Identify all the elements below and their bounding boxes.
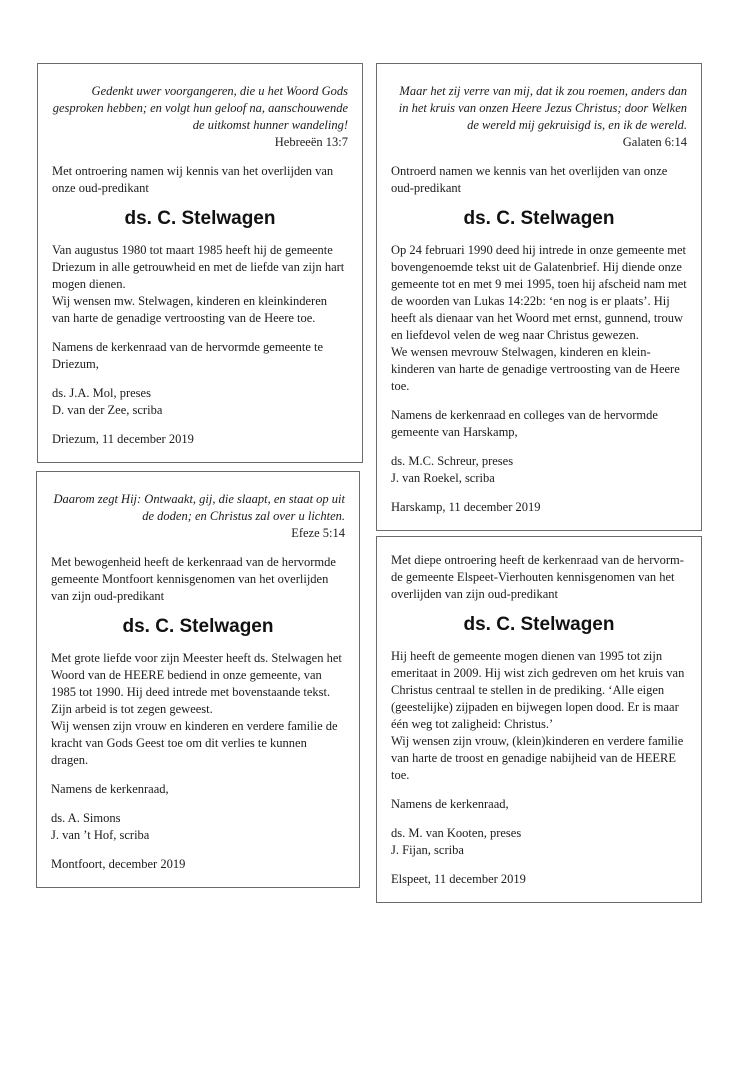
scripture-quote: Maar het zij verre van mij, dat ik zou roemen, anders dan in het kruis van onzen Heere Jezus Christus; door Welken de wereld mij gekruisigd is, en ik de wereld.	[398, 84, 687, 132]
signatory-line: ds. M. van Kooten, preses	[391, 826, 522, 840]
deceased-name: ds. C. Stelwagen	[463, 208, 615, 229]
signatory-line: J. Fijan, scriba	[391, 843, 464, 857]
dateline: Elspeet, 11 december 2019	[391, 872, 526, 886]
body-line: We wensen mevrouw Stelwagen, kinderen en kleinkinderen van harte de genadige vertroosting van de Heere toe.	[391, 345, 680, 393]
body-line: Zijn arbeid is tot zegen geweest.	[51, 702, 213, 716]
deceased-name: ds. C. Stelwagen	[122, 616, 274, 637]
body-line: Wij wensen zijn vrouw, (klein)kinderen en verdere familie van harte de troost en genadige nabijheid van de HEERE toe.	[391, 734, 684, 782]
signatory-line: ds. A. Simons	[51, 811, 121, 825]
signatory-line: J. van Roekel, scriba	[391, 471, 495, 485]
memorial-notice-montfoort	[36, 471, 360, 888]
scripture-quote: Daarom zegt Hij: Ontwaakt, gij, die slaapt, en staat op uit de doden; en Christus zal over u lichten.	[53, 492, 345, 523]
scripture-reference: Hebreeën 13:7	[274, 135, 348, 149]
closing-text: Namens de kerkenraad,	[391, 797, 509, 811]
body-line: Met grote liefde voor zijn Meester heeft ds. Stelwagen het Woord van de HEERE bediend in onze gemeente, van 1985 tot 1990. Hij deed intrede met bovenstaande tekst.	[51, 651, 342, 699]
body-text	[391, 242, 687, 395]
body-text	[51, 650, 345, 769]
dateline: Driezum, 11 december 2019	[52, 432, 194, 446]
dateline: Montfoort, december 2019	[51, 857, 186, 871]
signatory-line: ds. M.C. Schreur, preses	[391, 454, 514, 468]
dateline: Harskamp, 11 december 2019	[391, 500, 541, 514]
signatories	[52, 385, 348, 419]
body-text	[391, 648, 687, 784]
body-line: Van augustus 1980 tot maart 1985 heeft hij de gemeente Driezum in alle getrouwheid en met de liefde van zijn hart mogen dienen.	[52, 243, 345, 291]
signatory-line: J. van ’t Hof, scriba	[51, 828, 150, 842]
deceased-name: ds. C. Stelwagen	[463, 614, 615, 635]
closing-text: Namens de kerkenraad en colleges van de hervormde gemeente van Harskamp,	[391, 408, 658, 439]
closing-text: Namens de kerkenraad van de hervormde gemeente te Driezum,	[52, 340, 324, 371]
signatories	[51, 810, 345, 844]
body-line: Hij heeft de gemeente mogen dienen van 1995 tot zijn emeritaat in 2009. Hij wist zich gedreven om het kruis van Christus centraal te stellen in de prediking. ‘Alle eigen (geestelijke) zijpaden en bijwegen lopen dood. Er is maar één weg tot zaligheid: Christus.’	[391, 649, 685, 731]
body-text	[52, 242, 348, 327]
scripture-quote: Gedenkt uwer voorgangeren, die u het Woord Gods gesproken hebben; en volgt hun geloof na, aanschouwende de uitkomst hunner wandeling!	[52, 84, 348, 132]
scripture-reference: Efeze 5:14	[291, 526, 345, 540]
signatory-line: D. van der Zee, scriba	[52, 403, 163, 417]
body-line: Wij wensen mw. Stelwagen, kinderen en kleinkinderen van harte de genadige vertroosting van de Heere toe.	[52, 294, 327, 325]
memorial-notice-driezum	[37, 63, 363, 463]
intro-text: Ontroerd namen we kennis van het overlijden van onze oud-predikant	[391, 164, 668, 195]
intro-text: Met ontroering namen wij kennis van het overlijden van onze oud-predikant	[52, 164, 334, 195]
signatory-line: ds. J.A. Mol, preses	[52, 386, 151, 400]
deceased-name: ds. C. Stelwagen	[124, 208, 276, 229]
intro-text: Met diepe ontroering heeft de kerkenraad van de hervormde gemeente Elspeet-Vierhouten kennisgenomen van het overlijden van zijn oud-predikant	[391, 553, 684, 601]
memorial-notice-harskamp	[376, 63, 702, 531]
closing-text: Namens de kerkenraad,	[51, 782, 169, 796]
body-line: Wij wensen zijn vrouw en kinderen en verdere familie de kracht van Gods Geest toe om dit verlies te kunnen dragen.	[51, 719, 338, 767]
signatories	[391, 825, 687, 859]
intro-text: Met bewogenheid heeft de kerkenraad van de hervormde gemeente Montfoort kennisgenomen van het overlijden van zijn oud-predikant	[51, 555, 336, 603]
signatories	[391, 453, 687, 487]
memorial-notice-elspeet	[376, 536, 702, 903]
scripture-reference: Galaten 6:14	[622, 135, 687, 149]
body-line: Op 24 februari 1990 deed hij intrede in onze gemeente met bovengenoemde tekst uit de Galatenbrief. Hij diende onze gemeente tot en met 9 mei 1995, toen hij afscheid nam met de woorden van Lukas 14:22b: ‘en nog is er plaats’. Hij heeft als dienaar van het Woord met ernst, gunnend, trouw en liefdevol velen de weg naar Christus gewezen.	[391, 243, 687, 342]
